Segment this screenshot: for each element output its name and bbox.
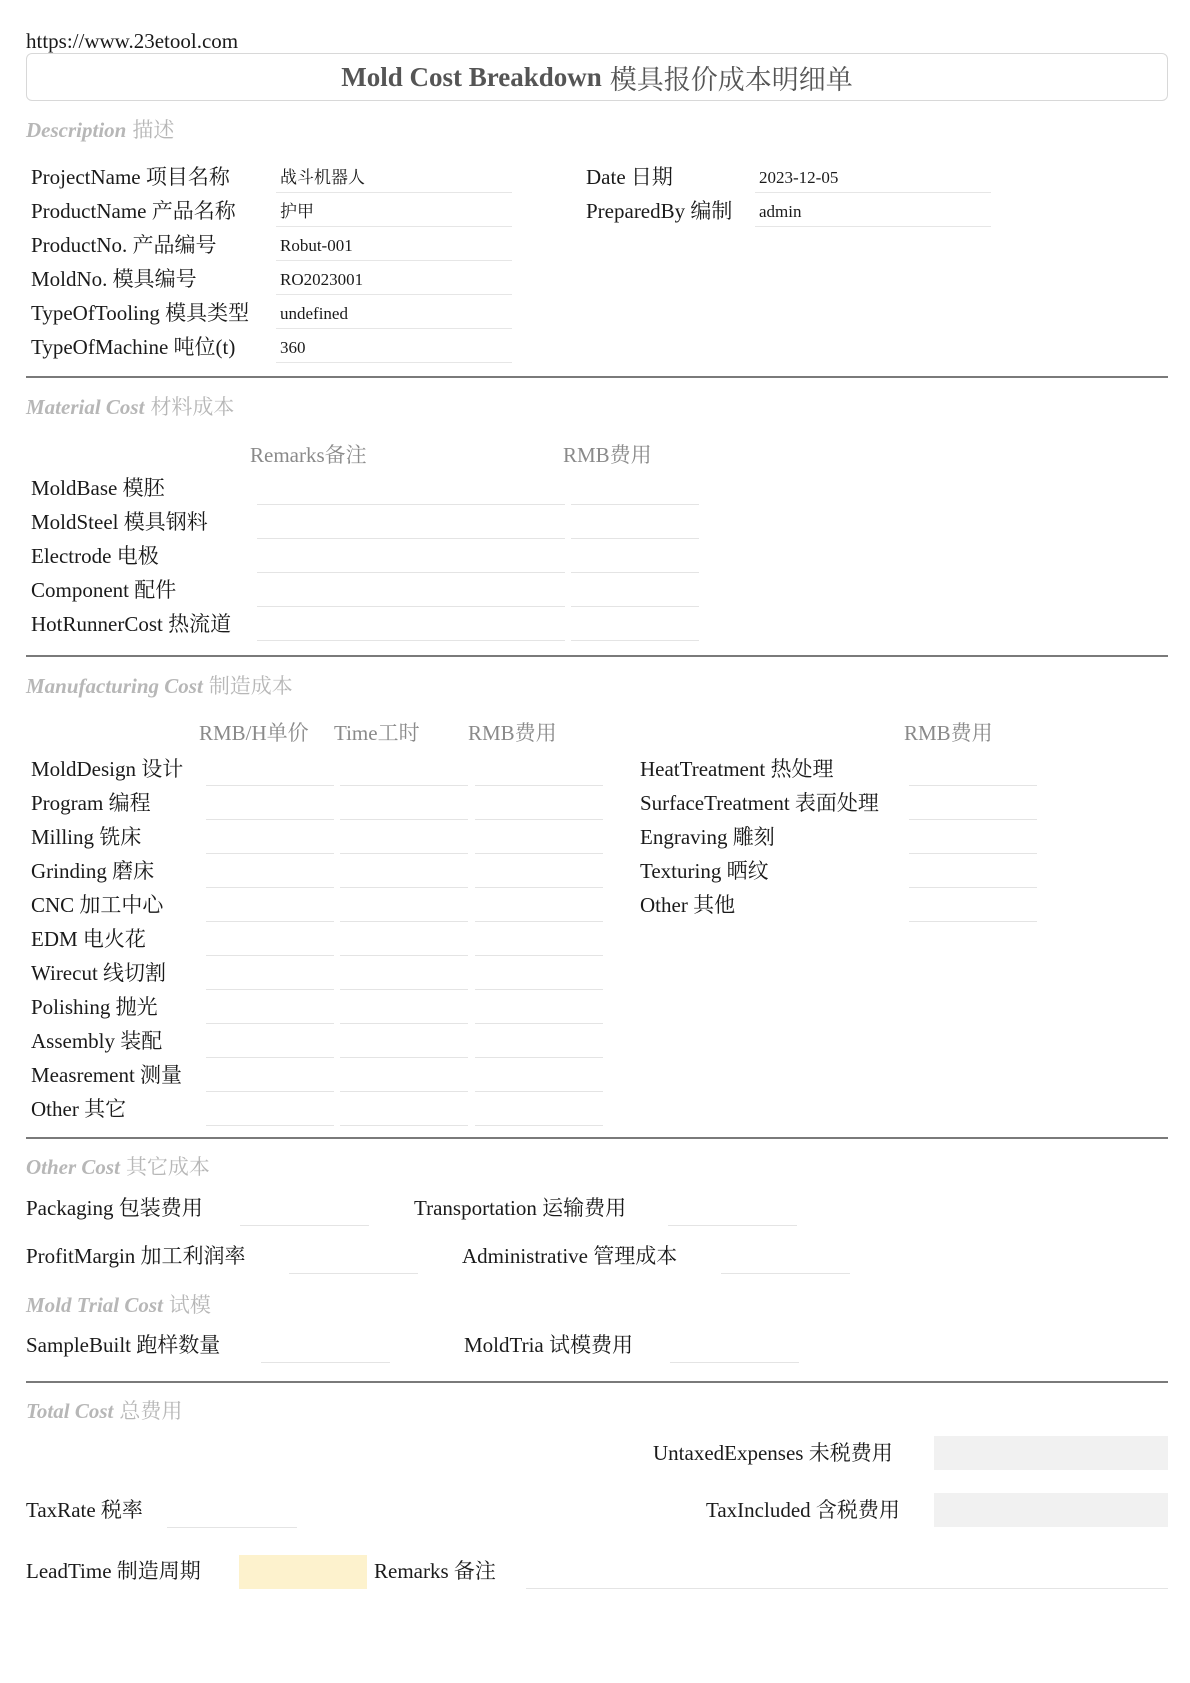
mold-no-value[interactable]: RO2023001 <box>276 265 512 295</box>
mold-no-label: MoldNo. 模具编号 <box>31 267 197 291</box>
sample-built-label: SampleBuilt 跑样数量 <box>26 1333 221 1357</box>
moldsteel-rmb-field[interactable] <box>571 507 699 539</box>
title-en: Mold Cost Breakdown <box>341 61 602 92</box>
mfg-time-field[interactable] <box>340 754 468 786</box>
mfg-rmb-field[interactable] <box>475 958 603 990</box>
mfg-unit-price-field[interactable] <box>206 856 334 888</box>
mfg-rmb-field[interactable] <box>475 822 603 854</box>
product-no-value[interactable]: Robut-001 <box>276 231 512 261</box>
divider <box>26 655 1168 657</box>
moldbase-remarks-field[interactable] <box>257 473 565 505</box>
mfg-time-field[interactable] <box>340 1026 468 1058</box>
untaxed-expenses-field[interactable] <box>934 1436 1168 1470</box>
mfg-unit-price-field[interactable] <box>206 992 334 1024</box>
moldbase-rmb-field[interactable] <box>571 473 699 505</box>
tax-included-label: TaxIncluded 含税费用 <box>706 1498 900 1522</box>
administrative-label: Administrative 管理成本 <box>462 1244 678 1268</box>
mfg-row-label: Assembly 装配 <box>31 1029 163 1053</box>
mfg-rmb-field[interactable] <box>475 924 603 956</box>
mfg-rmb-header: RMB费用 <box>468 721 557 745</box>
mold-trial-field[interactable] <box>670 1331 799 1363</box>
mfg-rmb-field[interactable] <box>475 1060 603 1092</box>
mfg-right-rmb-field[interactable] <box>909 788 1037 820</box>
profit-margin-field[interactable] <box>289 1242 418 1274</box>
mfg-unit-price-field[interactable] <box>206 1094 334 1126</box>
mfg-right-rmb-field[interactable] <box>909 822 1037 854</box>
total-section-title: Total Cost 总费用 <box>26 1399 183 1423</box>
mfg-time-field[interactable] <box>340 788 468 820</box>
mfg-row-label: Grinding 磨床 <box>31 859 155 883</box>
divider <box>26 1137 1168 1139</box>
lead-time-label: LeadTime 制造周期 <box>26 1559 201 1583</box>
mfg-time-header: Time工时 <box>334 721 420 745</box>
mfg-row-label: Measrement 测量 <box>31 1063 183 1087</box>
profit-margin-label: ProfitMargin 加工利润率 <box>26 1244 246 1268</box>
mold-trial-label: MoldTria 试模费用 <box>464 1333 633 1357</box>
mfg-row-label: Other 其它 <box>31 1097 127 1121</box>
mfg-unit-price-field[interactable] <box>206 924 334 956</box>
electrode-label: Electrode 电极 <box>31 544 159 568</box>
mfg-unit-price-field[interactable] <box>206 1026 334 1058</box>
mfg-row-label: Polishing 抛光 <box>31 995 158 1019</box>
page-title <box>26 53 1168 101</box>
component-rmb-field[interactable] <box>571 575 699 607</box>
type-of-tooling-value[interactable]: undefined <box>276 299 512 329</box>
material-remarks-header: Remarks备注 <box>250 443 367 467</box>
mfg-unit-price-field[interactable] <box>206 958 334 990</box>
mfg-unit-price-field[interactable] <box>206 1060 334 1092</box>
prepared-by-label: PreparedBy 编制 <box>586 199 733 223</box>
mfg-right-rmb-field[interactable] <box>909 856 1037 888</box>
transportation-label: Transportation 运输费用 <box>414 1196 627 1220</box>
mfg-right-row-label: Other 其他 <box>640 893 736 917</box>
mfg-time-field[interactable] <box>340 1094 468 1126</box>
mfg-time-field[interactable] <box>340 822 468 854</box>
tax-rate-field[interactable] <box>167 1496 297 1528</box>
hotrunner-label: HotRunnerCost 热流道 <box>31 612 232 636</box>
remarks-field[interactable] <box>526 1557 1168 1589</box>
sample-built-field[interactable] <box>261 1331 390 1363</box>
date-label: Date 日期 <box>586 165 673 189</box>
component-label: Component 配件 <box>31 578 177 602</box>
tax-rate-label: TaxRate 税率 <box>26 1498 143 1522</box>
mfg-right-row-label: Texturing 晒纹 <box>640 859 769 883</box>
description-section-title: Description 描述 <box>26 118 175 142</box>
type-of-machine-value[interactable]: 360 <box>276 333 512 363</box>
mfg-right-rmb-field[interactable] <box>909 890 1037 922</box>
mfg-rmb-field[interactable] <box>475 856 603 888</box>
mfg-row-label: Milling 铣床 <box>31 825 142 849</box>
mfg-time-field[interactable] <box>340 958 468 990</box>
untaxed-expenses-label: UntaxedExpenses 未税费用 <box>653 1441 893 1465</box>
product-name-label: ProductName 产品名称 <box>31 199 236 223</box>
remarks-label: Remarks 备注 <box>374 1559 496 1583</box>
mfg-row-label: MoldDesign 设计 <box>31 757 184 781</box>
divider <box>26 1381 1168 1383</box>
prepared-by-value[interactable]: admin <box>755 197 991 227</box>
material-section-title: Material Cost 材料成本 <box>26 395 235 419</box>
type-of-machine-label: TypeOfMachine 吨位(t) <box>31 335 236 359</box>
date-value[interactable]: 2023-12-05 <box>755 163 991 193</box>
material-rmb-header: RMB费用 <box>563 443 652 467</box>
transportation-field[interactable] <box>668 1194 797 1226</box>
divider <box>26 376 1168 378</box>
administrative-field[interactable] <box>721 1242 850 1274</box>
mfg-row-label: CNC 加工中心 <box>31 893 164 917</box>
moldbase-label: MoldBase 模胚 <box>31 476 165 500</box>
title-zh: 模具报价成本明细单 <box>609 64 853 95</box>
mfg-right-row-label: HeatTreatment 热处理 <box>640 757 834 781</box>
mfg-unit-price-field[interactable] <box>206 788 334 820</box>
electrode-rmb-field[interactable] <box>571 541 699 573</box>
mfg-rmb-field[interactable] <box>475 1026 603 1058</box>
mfg-rmb-field[interactable] <box>475 890 603 922</box>
mfg-right-rmb-field[interactable] <box>909 754 1037 786</box>
mfg-rmb-field[interactable] <box>475 788 603 820</box>
project-name-label: ProjectName 项目名称 <box>31 165 230 189</box>
mfg-right-row-label: SurfaceTreatment 表面处理 <box>640 791 879 815</box>
packaging-label: Packaging 包装费用 <box>26 1196 203 1220</box>
mfg-right-row-label: Engraving 雕刻 <box>640 825 775 849</box>
component-remarks-field[interactable] <box>257 575 565 607</box>
mfg-unit-price-field[interactable] <box>206 754 334 786</box>
moldsteel-remarks-field[interactable] <box>257 507 565 539</box>
lead-time-field[interactable] <box>239 1555 367 1589</box>
mfg-unit-price-header: RMB/H单价 <box>199 721 309 745</box>
product-no-label: ProductNo. 产品编号 <box>31 233 217 257</box>
mfg-rmb-field[interactable] <box>475 754 603 786</box>
moldsteel-label: MoldSteel 模具钢料 <box>31 510 208 534</box>
trial-section-title: Mold Trial Cost 试模 <box>26 1293 211 1317</box>
site-url: https://www.23etool.com <box>26 29 239 53</box>
mfg-time-field[interactable] <box>340 924 468 956</box>
mfg-rmb-field[interactable] <box>475 1094 603 1126</box>
mfg-time-field[interactable] <box>340 856 468 888</box>
mfg-right-rmb-header: RMB费用 <box>904 721 993 745</box>
electrode-remarks-field[interactable] <box>257 541 565 573</box>
tax-included-field[interactable] <box>934 1493 1168 1527</box>
hotrunner-rmb-field[interactable] <box>571 609 699 641</box>
mfg-row-label: Program 编程 <box>31 791 151 815</box>
mfg-time-field[interactable] <box>340 890 468 922</box>
other-section-title: Other Cost 其它成本 <box>26 1155 210 1179</box>
mfg-row-label: Wirecut 线切割 <box>31 961 167 985</box>
mfg-unit-price-field[interactable] <box>206 822 334 854</box>
mfg-rmb-field[interactable] <box>475 992 603 1024</box>
manufacturing-section-title: Manufacturing Cost 制造成本 <box>26 674 293 698</box>
product-name-value[interactable]: 护甲 <box>276 197 512 227</box>
mfg-time-field[interactable] <box>340 1060 468 1092</box>
packaging-field[interactable] <box>240 1194 369 1226</box>
mfg-unit-price-field[interactable] <box>206 890 334 922</box>
hotrunner-remarks-field[interactable] <box>257 609 565 641</box>
type-of-tooling-label: TypeOfTooling 模具类型 <box>31 301 250 325</box>
mfg-row-label: EDM 电火花 <box>31 927 146 951</box>
mfg-time-field[interactable] <box>340 992 468 1024</box>
project-name-value[interactable]: 战斗机器人 <box>276 163 512 193</box>
